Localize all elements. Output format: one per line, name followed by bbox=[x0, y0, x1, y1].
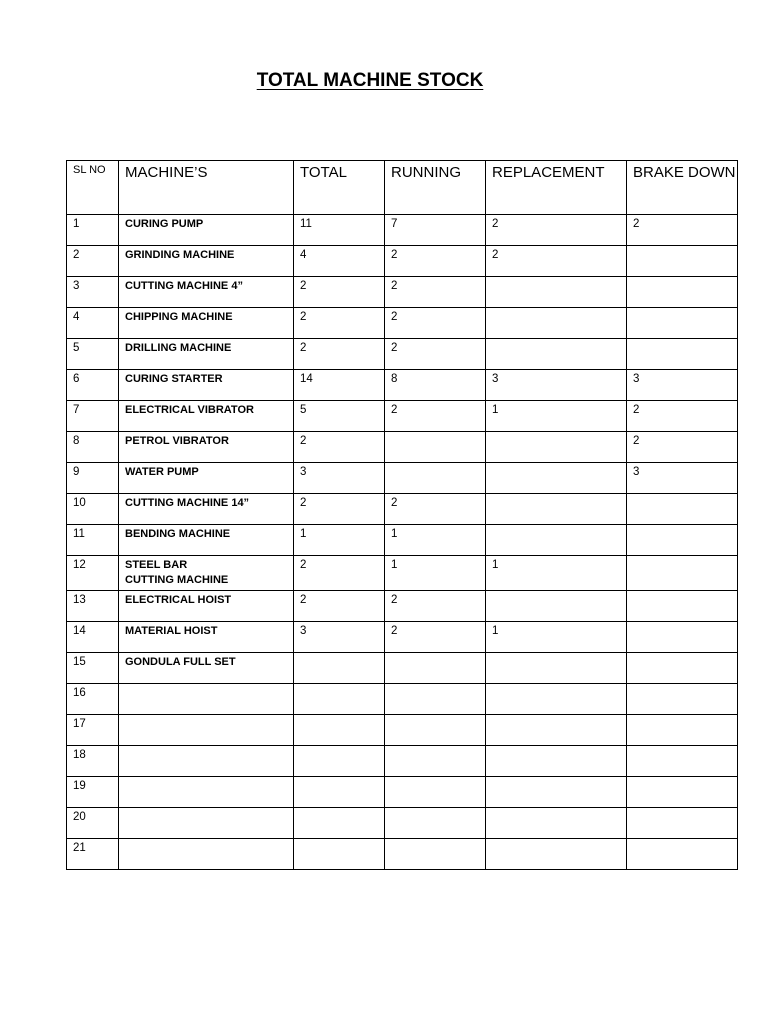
replacement-cell bbox=[486, 339, 627, 370]
machine-stock-table bbox=[66, 160, 738, 870]
running-cell: 2 bbox=[385, 401, 486, 432]
breakdown-cell bbox=[627, 339, 738, 370]
total-cell bbox=[294, 684, 385, 715]
machine-name-cell: MATERIAL HOIST bbox=[119, 622, 294, 653]
sl-no-cell: 19 bbox=[67, 777, 119, 808]
sl-no-cell: 9 bbox=[67, 463, 119, 494]
table-row bbox=[67, 622, 738, 653]
machine-name-cell: WATER PUMP bbox=[119, 463, 294, 494]
table-row bbox=[67, 463, 738, 494]
table-row bbox=[67, 525, 738, 556]
replacement-cell bbox=[486, 684, 627, 715]
total-cell: 4 bbox=[294, 246, 385, 277]
breakdown-cell bbox=[627, 746, 738, 777]
machine-name-cell: GONDULA FULL SET bbox=[119, 653, 294, 684]
replacement-cell bbox=[486, 525, 627, 556]
breakdown-cell: 3 bbox=[627, 370, 738, 401]
machine-name-cell bbox=[119, 777, 294, 808]
total-cell: 2 bbox=[294, 339, 385, 370]
replacement-cell: 1 bbox=[486, 556, 627, 591]
running-cell: 2 bbox=[385, 591, 486, 622]
sl-no-cell: 3 bbox=[67, 277, 119, 308]
total-cell: 2 bbox=[294, 308, 385, 339]
replacement-cell bbox=[486, 715, 627, 746]
sl-no-cell: 14 bbox=[67, 622, 119, 653]
running-cell: 2 bbox=[385, 308, 486, 339]
breakdown-cell bbox=[627, 653, 738, 684]
machine-name-cell: CHIPPING MACHINE bbox=[119, 308, 294, 339]
sl-no-cell: 6 bbox=[67, 370, 119, 401]
machine-name-cell: ELECTRICAL HOIST bbox=[119, 591, 294, 622]
replacement-cell: 2 bbox=[486, 246, 627, 277]
header-replacement: REPLACEMENT bbox=[486, 161, 627, 215]
machine-name-cell: CURING STARTER bbox=[119, 370, 294, 401]
sl-no-cell: 1 bbox=[67, 215, 119, 246]
running-cell: 1 bbox=[385, 556, 486, 591]
running-cell bbox=[385, 432, 486, 463]
machine-name-cell: CUTTING MACHINE 14” bbox=[119, 494, 294, 525]
table-row bbox=[67, 808, 738, 839]
running-cell bbox=[385, 653, 486, 684]
table-header bbox=[67, 161, 738, 215]
running-cell bbox=[385, 715, 486, 746]
total-cell: 1 bbox=[294, 525, 385, 556]
replacement-cell bbox=[486, 463, 627, 494]
breakdown-cell bbox=[627, 525, 738, 556]
breakdown-cell bbox=[627, 556, 738, 591]
header-total: TOTAL bbox=[294, 161, 385, 215]
table-row bbox=[67, 401, 738, 432]
replacement-cell: 1 bbox=[486, 401, 627, 432]
breakdown-cell bbox=[627, 715, 738, 746]
machine-name-cell: CUTTING MACHINE 4” bbox=[119, 277, 294, 308]
table-row bbox=[67, 556, 738, 591]
sl-no-cell: 21 bbox=[67, 839, 119, 870]
table-row bbox=[67, 839, 738, 870]
header-machines: MACHINE’S bbox=[119, 161, 294, 215]
breakdown-cell bbox=[627, 246, 738, 277]
total-cell: 2 bbox=[294, 494, 385, 525]
total-cell bbox=[294, 777, 385, 808]
table-row bbox=[67, 746, 738, 777]
sl-no-cell: 4 bbox=[67, 308, 119, 339]
sl-no-cell: 2 bbox=[67, 246, 119, 277]
table-row bbox=[67, 591, 738, 622]
table-row bbox=[67, 494, 738, 525]
machine-name-cell: BENDING MACHINE bbox=[119, 525, 294, 556]
running-cell: 7 bbox=[385, 215, 486, 246]
table-row bbox=[67, 308, 738, 339]
total-cell: 14 bbox=[294, 370, 385, 401]
table-row bbox=[67, 277, 738, 308]
running-cell: 2 bbox=[385, 494, 486, 525]
table-row bbox=[67, 246, 738, 277]
total-cell: 11 bbox=[294, 215, 385, 246]
breakdown-cell bbox=[627, 684, 738, 715]
breakdown-cell: 2 bbox=[627, 401, 738, 432]
replacement-cell bbox=[486, 591, 627, 622]
running-cell bbox=[385, 808, 486, 839]
total-cell bbox=[294, 715, 385, 746]
sl-no-cell: 10 bbox=[67, 494, 119, 525]
sl-no-cell: 18 bbox=[67, 746, 119, 777]
breakdown-cell bbox=[627, 839, 738, 870]
sl-no-cell: 11 bbox=[67, 525, 119, 556]
table-row bbox=[67, 370, 738, 401]
table-body bbox=[67, 215, 738, 870]
machine-name-cell bbox=[119, 746, 294, 777]
total-cell: 2 bbox=[294, 591, 385, 622]
machine-name-cell: PETROL VIBRATOR bbox=[119, 432, 294, 463]
header-sl-no: SL NO bbox=[67, 161, 119, 215]
table-row bbox=[67, 777, 738, 808]
page-title: TOTAL MACHINE STOCK bbox=[256, 70, 484, 91]
sl-no-cell: 20 bbox=[67, 808, 119, 839]
breakdown-cell: 3 bbox=[627, 463, 738, 494]
replacement-cell: 1 bbox=[486, 622, 627, 653]
breakdown-cell bbox=[627, 777, 738, 808]
total-cell bbox=[294, 839, 385, 870]
breakdown-cell bbox=[627, 277, 738, 308]
machine-name-cell bbox=[119, 839, 294, 870]
replacement-cell bbox=[486, 432, 627, 463]
total-cell: 2 bbox=[294, 432, 385, 463]
machine-name-cell: CURING PUMP bbox=[119, 215, 294, 246]
replacement-cell bbox=[486, 277, 627, 308]
machine-name-cell: STEEL BAR CUTTING MACHINE bbox=[119, 556, 294, 591]
total-cell: 3 bbox=[294, 622, 385, 653]
running-cell: 2 bbox=[385, 277, 486, 308]
breakdown-cell: 2 bbox=[627, 215, 738, 246]
replacement-cell bbox=[486, 777, 627, 808]
running-cell bbox=[385, 839, 486, 870]
sl-no-cell: 5 bbox=[67, 339, 119, 370]
header-running: RUNNING bbox=[385, 161, 486, 215]
sl-no-cell: 15 bbox=[67, 653, 119, 684]
total-cell: 2 bbox=[294, 556, 385, 591]
replacement-cell bbox=[486, 746, 627, 777]
sl-no-cell: 8 bbox=[67, 432, 119, 463]
running-cell: 2 bbox=[385, 246, 486, 277]
breakdown-cell bbox=[627, 808, 738, 839]
total-cell bbox=[294, 653, 385, 684]
header-row bbox=[67, 161, 738, 215]
table-row bbox=[67, 432, 738, 463]
total-cell bbox=[294, 808, 385, 839]
total-cell: 5 bbox=[294, 401, 385, 432]
breakdown-cell bbox=[627, 622, 738, 653]
running-cell bbox=[385, 777, 486, 808]
sl-no-cell: 17 bbox=[67, 715, 119, 746]
replacement-cell: 3 bbox=[486, 370, 627, 401]
running-cell: 8 bbox=[385, 370, 486, 401]
sl-no-cell: 16 bbox=[67, 684, 119, 715]
replacement-cell bbox=[486, 839, 627, 870]
machine-name-cell: GRINDING MACHINE bbox=[119, 246, 294, 277]
running-cell bbox=[385, 684, 486, 715]
table-row bbox=[67, 715, 738, 746]
running-cell: 2 bbox=[385, 339, 486, 370]
sl-no-cell: 12 bbox=[67, 556, 119, 591]
replacement-cell bbox=[486, 308, 627, 339]
machine-name-cell: ELECTRICAL VIBRATOR bbox=[119, 401, 294, 432]
running-cell bbox=[385, 463, 486, 494]
running-cell: 2 bbox=[385, 622, 486, 653]
table-row bbox=[67, 653, 738, 684]
replacement-cell bbox=[486, 808, 627, 839]
table-row bbox=[67, 684, 738, 715]
breakdown-cell bbox=[627, 494, 738, 525]
sl-no-cell: 13 bbox=[67, 591, 119, 622]
total-cell bbox=[294, 746, 385, 777]
running-cell: 1 bbox=[385, 525, 486, 556]
machine-name-cell bbox=[119, 808, 294, 839]
machine-name-cell bbox=[119, 684, 294, 715]
table-row bbox=[67, 339, 738, 370]
machine-name-cell: DRILLING MACHINE bbox=[119, 339, 294, 370]
replacement-cell bbox=[486, 653, 627, 684]
total-cell: 2 bbox=[294, 277, 385, 308]
breakdown-cell: 2 bbox=[627, 432, 738, 463]
total-cell: 3 bbox=[294, 463, 385, 494]
breakdown-cell bbox=[627, 308, 738, 339]
replacement-cell: 2 bbox=[486, 215, 627, 246]
running-cell bbox=[385, 746, 486, 777]
sl-no-cell: 7 bbox=[67, 401, 119, 432]
breakdown-cell bbox=[627, 591, 738, 622]
table-row bbox=[67, 215, 738, 246]
header-breakdown: BRAKE DOWN bbox=[627, 161, 738, 215]
machine-name-cell bbox=[119, 715, 294, 746]
replacement-cell bbox=[486, 494, 627, 525]
